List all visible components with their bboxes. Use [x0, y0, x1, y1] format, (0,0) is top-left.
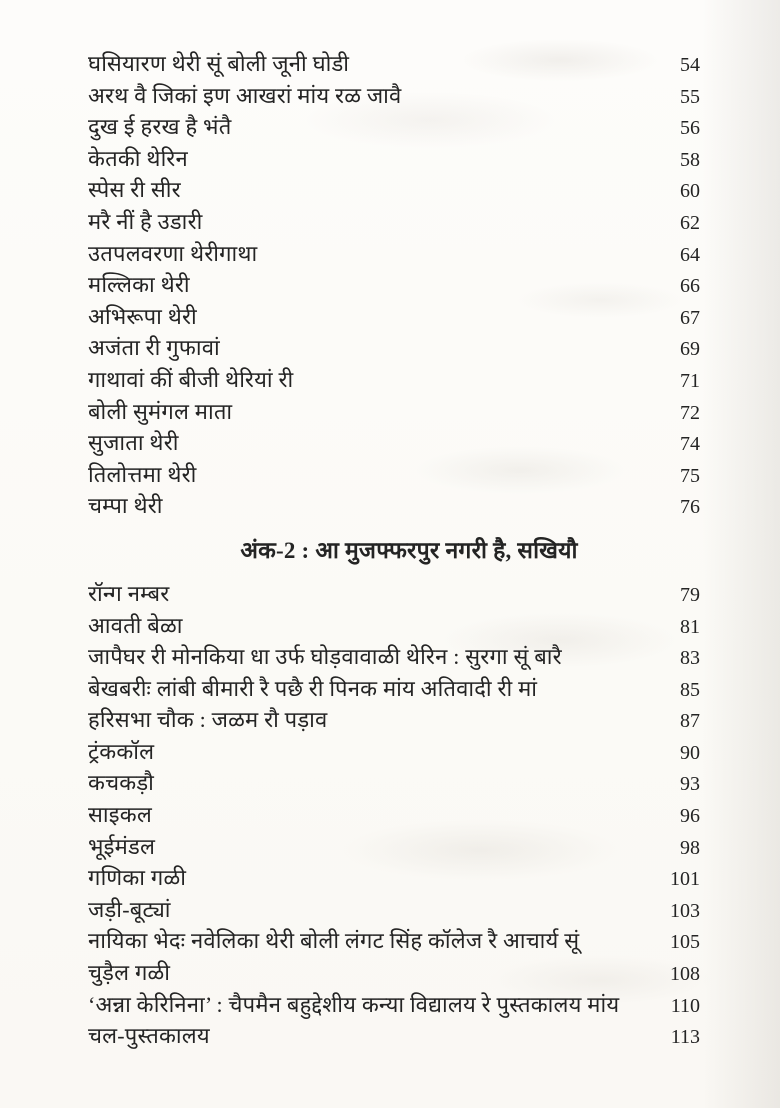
toc-entry — [88, 427, 700, 459]
toc-entry-title: हरिसभा चौक : जळम रौ पड़ाव — [88, 707, 328, 733]
toc-entry-title: चम्पा थेरी — [88, 493, 163, 519]
toc-entry-page: 58 — [680, 148, 700, 171]
toc-entry — [88, 206, 700, 238]
toc-entry — [88, 332, 700, 364]
toc-entry-page: 67 — [680, 306, 700, 329]
toc-entry-page: 79 — [680, 583, 700, 606]
toc-entry-page: 76 — [680, 496, 700, 519]
toc-entry-page: 81 — [680, 615, 700, 638]
toc-entry — [88, 174, 700, 206]
toc-entry-title: ट्रंककॉल — [88, 738, 155, 764]
toc-entry-title: रॉन्ग नम्बर — [88, 580, 170, 606]
toc-entry — [88, 80, 700, 112]
toc-entry — [88, 143, 700, 175]
toc-entry — [88, 704, 700, 736]
toc-entry-title: मरै नीं है उडारी — [88, 208, 203, 234]
toc-entry-page: 96 — [680, 805, 700, 828]
toc-section-1 — [88, 48, 700, 522]
toc-entry-title: साइकल — [88, 802, 152, 828]
toc-entry-title: गाथावां कीं बीजी थेरियां री — [88, 366, 294, 392]
toc-entry — [88, 48, 700, 80]
toc-entry-title: आवती बेळा — [88, 612, 183, 638]
toc-entry — [88, 862, 700, 894]
toc-entry-title: उतपलवरणा थेरीगाथा — [88, 240, 258, 266]
section-heading: अंक-2 : आ मुजफ्फरपुर नगरी है, सखियौ — [240, 537, 578, 563]
toc-entry-title: अभिरूपा थेरी — [88, 303, 197, 329]
toc-entry-title: स्पेस री सीर — [88, 177, 181, 203]
toc-entry-page: 66 — [680, 275, 700, 298]
toc-entry — [88, 490, 700, 522]
toc-entry-page: 55 — [680, 85, 700, 108]
toc-entry-title: बोली सुमंगल माता — [88, 398, 233, 424]
toc-entry — [88, 364, 700, 396]
toc-entry-page: 110 — [670, 994, 700, 1017]
toc-entry-title: घसियारण थेरी सूं बोली जूनी घोडी — [88, 51, 350, 76]
toc-entry-page: 105 — [670, 931, 700, 954]
toc-entry — [88, 831, 700, 863]
toc-entry — [88, 610, 700, 642]
toc-entry-page: 56 — [680, 117, 700, 140]
toc-entry — [88, 238, 700, 270]
toc-entry-page: 83 — [680, 647, 700, 670]
toc-entry-page: 85 — [680, 678, 700, 701]
toc-entry-title: तिलोत्तमा थेरी — [88, 461, 197, 487]
toc-entry — [88, 736, 700, 768]
toc-entry — [88, 396, 700, 428]
toc-entry — [88, 459, 700, 491]
toc-entry-page: 90 — [680, 741, 700, 764]
toc-entry-page: 93 — [680, 773, 700, 796]
toc-entry-page: 71 — [680, 369, 700, 392]
toc-entry — [88, 957, 700, 989]
toc-entry-title: अजंता री गुफावां — [88, 335, 220, 361]
toc-entry-page: 60 — [680, 180, 700, 203]
toc-entry-page: 69 — [680, 338, 700, 361]
toc-entry — [88, 989, 700, 1021]
toc-entry-title: अरथ वै जिकां इण आखरां मांय रळ जावै — [88, 82, 402, 108]
toc-entry-page: 72 — [680, 401, 700, 424]
toc-entry-page: 54 — [680, 54, 700, 76]
toc-entry-title: बेखबरीः लांबी बीमारी रै पछै री पिनक मांय अतिवादी री मां — [88, 675, 538, 701]
toc-entry — [88, 767, 700, 799]
toc-entry-title: चुड़ैल गळी — [88, 960, 171, 986]
toc-entry-page: 62 — [680, 211, 700, 234]
toc-entry — [88, 1020, 700, 1052]
toc-entry-title: मल्लिका थेरी — [88, 272, 190, 298]
toc-section-2 — [88, 578, 700, 1052]
toc-entry — [88, 269, 700, 301]
toc-entry — [88, 111, 700, 143]
toc-entry-page: 113 — [670, 1026, 700, 1049]
toc-entry-title: दुख ई हरख है भंतै — [88, 114, 232, 140]
toc-entry — [88, 799, 700, 831]
toc-entry — [88, 578, 700, 610]
toc-entry-page: 101 — [670, 868, 700, 891]
toc-entry — [88, 641, 700, 673]
toc-entry-title: कचकड़ौ — [88, 770, 155, 796]
toc-entry-title: भूईमंडल — [88, 833, 156, 859]
toc-entry — [88, 925, 700, 957]
toc-entry — [88, 894, 700, 926]
toc-entry-page: 108 — [670, 963, 700, 986]
toc-entry-title: सुजाता थेरी — [88, 430, 179, 456]
toc-entry-page: 64 — [680, 243, 700, 266]
toc-entry-title: जापैघर री मोनकिया धा उर्फ घोड़वावाळी थेरिन : सुरगा सूं बारै — [88, 644, 562, 670]
toc-entry-page: 98 — [680, 836, 700, 859]
toc-entry-page: 87 — [680, 710, 700, 733]
toc-entry — [88, 673, 700, 705]
toc-entry-title: चल-पुस्तकालय — [88, 1023, 210, 1049]
toc-entry-title: ‘अन्ना केरिनिना’ : चैपमैन बहुद्देशीय कन्या विद्यालय रे पुस्तकालय मांय — [88, 991, 620, 1017]
toc-entry-title: केतकी थेरिन — [88, 145, 188, 171]
toc-entry-page: 75 — [680, 464, 700, 487]
toc-entry — [88, 301, 700, 333]
toc-entry-title: नायिका भेदः नवेलिका थेरी बोली लंगट सिंह कॉलेज रै आचार्य सूं — [88, 928, 580, 954]
toc-entry-title: गणिका गळी — [88, 865, 187, 891]
toc-entry-page: 74 — [680, 433, 700, 456]
toc-entry-page: 103 — [670, 899, 700, 922]
toc-content — [88, 48, 700, 1052]
toc-entry-title: जड़ी-बूट्यां — [88, 896, 171, 922]
